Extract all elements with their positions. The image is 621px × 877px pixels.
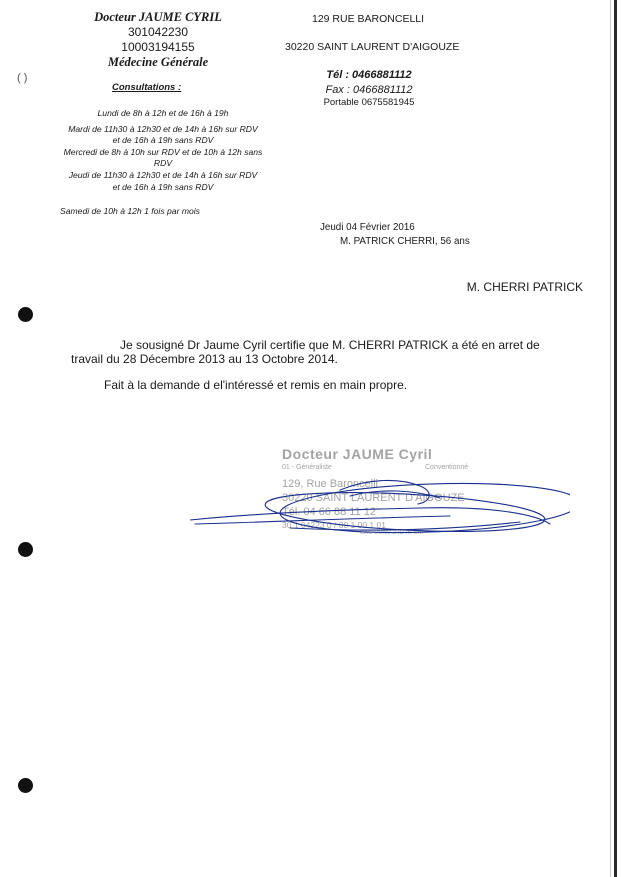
stamp-columns: CAS CONV 2 ID IK SIE — [360, 530, 424, 536]
address-city: 30220 SAINT LAURENT D'AIGOUZE — [285, 41, 460, 53]
punch-hole-top — [18, 307, 33, 322]
consultations-title: Consultations : — [112, 82, 182, 93]
mobile-number: Portable 0675581945 — [323, 97, 415, 108]
punch-hole-middle — [18, 542, 33, 557]
saturday-hours: Samedi de 10h à 12h 1 fois par mois — [60, 206, 200, 216]
certificate-line-3: Fait à la demande d el'intéressé et remis en main propre. — [104, 378, 408, 392]
consultation-hours — [28, 108, 298, 193]
doctor-stamp — [190, 442, 570, 552]
stamp-city: 30220 SAINT LAURENT D'AIGOUZE — [282, 492, 465, 504]
page-edge-shadow — [610, 0, 611, 877]
hours-line: et de 16h à 19h sans RDV — [112, 181, 214, 192]
hours-line: Mardi de 11h30 à 12h30 et de 14h à 16h sur RDV — [68, 123, 258, 134]
hours-line: Lundi de 8h à 12h et de 16h à 19h — [97, 108, 229, 118]
hours-line: et de 16h à 19h sans RDV — [112, 135, 214, 146]
doctor-number-1: 301042230 — [127, 25, 189, 39]
fax-number: Fax : 0466881112 — [325, 84, 413, 96]
hours-line: Mercredi de 8h à 10h sur RDV et de 10h à 12h sans — [63, 146, 263, 157]
stamp-specialty: 01 - Généraliste — [282, 464, 332, 471]
letter-date: Jeudi 04 Février 2016 — [320, 222, 415, 233]
hours-line: RDV — [153, 158, 173, 169]
stamp-code: 30 1 04223 0 / 00 1 00 1 01 — [282, 520, 386, 530]
margin-mark: ( ) — [17, 72, 28, 84]
stamp-phone: Tél. 04 66 88 11 12 — [282, 506, 376, 518]
certificate-line-1: Je sousigné Dr Jaume Cyril certifie que M. CHERRI PATRICK a été en arret de — [120, 338, 540, 352]
certificate-line-2: travail du 28 Décembre 2013 au 13 Octobre 2014. — [71, 352, 338, 366]
recipient-name: M. CHERRI PATRICK — [466, 280, 583, 294]
phone-number: Tél : 0466881112 — [326, 69, 412, 81]
stamp-name: Docteur JAUME Cyril — [282, 446, 433, 462]
stamp-street: 129, Rue Baroncelli — [282, 478, 379, 490]
doctor-name: Docteur JAUME CYRIL — [94, 10, 222, 24]
stamp-convention: Conventionné — [425, 464, 469, 471]
address-street: 129 RUE BARONCELLI — [312, 13, 425, 25]
patient-line: M. PATRICK CHERRI, 56 ans — [340, 236, 470, 247]
page-edge — [614, 0, 617, 877]
signature-scribble — [190, 442, 570, 552]
doctor-number-2: 10003194155 — [121, 40, 195, 54]
punch-hole-bottom — [18, 778, 33, 793]
hours-line: Jeudi de 11h30 à 12h30 et de 14h à 16h sur RDV — [68, 169, 258, 180]
doctor-specialty: Médecine Générale — [107, 55, 209, 69]
